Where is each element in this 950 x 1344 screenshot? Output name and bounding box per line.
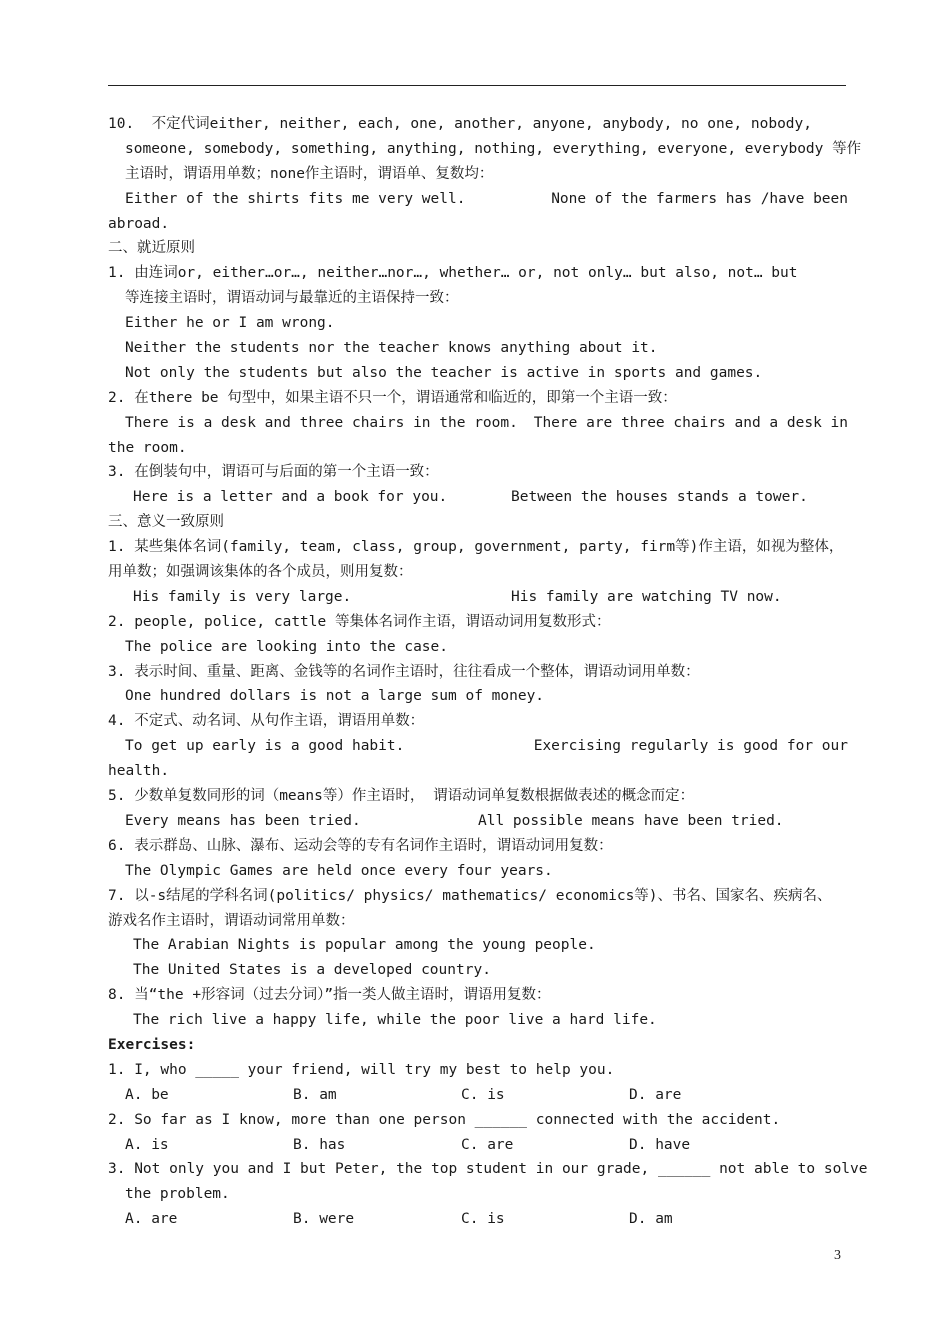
example-sentence: Neither the students nor the teacher knows anything about it. xyxy=(125,340,658,357)
example-sentence: His family is very large. xyxy=(133,588,352,605)
text-line: 游戏名作主语时，谓语动词常用单数： xyxy=(108,912,355,929)
text-line: the room. xyxy=(108,439,187,456)
example-sentence: Between the houses stands a tower. xyxy=(511,489,808,506)
page-number: 3 xyxy=(834,1248,841,1263)
option-c: C. is xyxy=(461,1211,505,1228)
document-body xyxy=(108,112,868,1232)
example-line xyxy=(108,187,848,212)
option-d: D. are xyxy=(629,1086,682,1103)
option-d: D. have xyxy=(629,1136,691,1153)
example-sentence: There are three chairs and a desk in xyxy=(533,414,848,431)
example-sentence: The police are looking into the case. xyxy=(125,638,449,655)
text-line: 用单数；如强调该集体的各个成员，则用复数： xyxy=(108,564,413,581)
option-b: B. has xyxy=(293,1136,346,1153)
example-sentence: None of the farmers has /have been xyxy=(551,190,848,207)
example-sentence: Every means has been tried. xyxy=(125,812,361,829)
example-sentence: His family are watching TV now. xyxy=(511,588,782,605)
text-line: someone, somebody, something, anything, nothing, everything, everyone, everybody 等作 xyxy=(125,140,862,157)
example-line xyxy=(108,411,848,436)
exercise-options xyxy=(108,1133,848,1158)
exercise-question: 3. Not only you and I but Peter, the top student in our grade, ______ not able to solve xyxy=(108,1161,868,1178)
option-d: D. am xyxy=(629,1211,673,1228)
text-line: 1. 由连词or, either…or…, neither…nor…, whether… or, not only… but also, not… but xyxy=(108,265,798,282)
example-sentence: Exercising regularly is good for our xyxy=(533,738,848,755)
example-sentence: Either he or I am wrong. xyxy=(125,315,335,332)
exercise-question: 1. I, who _____ your friend, will try my best to help you. xyxy=(108,1061,615,1078)
exercise-options xyxy=(108,1207,848,1232)
text-line: 2. 在there be 句型中，如果主语不只一个，谓语通常和临近的，即第一个主语一致： xyxy=(108,389,677,406)
example-sentence: Here is a letter and a book for you. xyxy=(133,489,448,506)
example-line xyxy=(108,734,848,759)
example-sentence: The Arabian Nights is popular among the young people. xyxy=(133,937,596,954)
option-c: C. are xyxy=(461,1136,514,1153)
text-line: 6. 表示群岛、山脉、瀑布、运动会等的专有名词作主语时，谓语动词用复数： xyxy=(108,837,613,854)
text-line: health. xyxy=(108,763,170,780)
text-line: 4. 不定式、动名词、从句作主语，谓语用单数： xyxy=(108,713,425,730)
text-line: 5. 少数单复数同形的词（means等）作主语时， 谓语动词单复数根据做表述的概念而定： xyxy=(108,788,695,805)
text-line: 2. people, police, cattle 等集体名词作主语，谓语动词用复数形式： xyxy=(108,613,611,630)
example-sentence: Either of the shirts fits me very well. xyxy=(125,190,466,207)
exercise-question: 2. So far as I know, more than one person ______ connected with the accident. xyxy=(108,1111,781,1128)
example-sentence: One hundred dollars is not a large sum of money. xyxy=(125,688,545,705)
exercises-heading: Exercises: xyxy=(108,1036,196,1053)
option-b: B. am xyxy=(293,1086,337,1103)
text-line: 等连接主语时，谓语动词与最靠近的主语保持一致： xyxy=(125,290,459,307)
example-sentence: The United States is a developed country. xyxy=(133,962,491,979)
text-line: 7. 以-s结尾的学科名词(politics/ physics/ mathematics/ economics等)、书名、国家名、疾病名、 xyxy=(108,887,832,904)
section-heading: 二、就近原则 xyxy=(108,240,195,257)
example-line xyxy=(108,809,848,834)
text-line: 10. 不定代词either, neither, each, one, another, anyone, anybody, no one, nobody, xyxy=(108,116,813,132)
text-line: 3. 在倒装句中，谓语可与后面的第一个主语一致： xyxy=(108,464,439,481)
text-line: 8. 当“the +形容词（过去分词）”指一类人做主语时，谓语用复数： xyxy=(108,987,551,1004)
text-line: abroad. xyxy=(108,215,170,232)
exercise-options xyxy=(108,1083,848,1108)
option-a: A. are xyxy=(125,1211,178,1228)
example-line xyxy=(108,585,848,610)
example-sentence: Not only the students but also the teacher is active in sports and games. xyxy=(125,364,763,381)
example-sentence: To get up early is a good habit. xyxy=(125,738,405,755)
exercise-question-continuation: the problem. xyxy=(125,1186,230,1203)
section-heading: 三、意义一致原则 xyxy=(108,514,224,531)
example-line xyxy=(108,485,848,510)
example-sentence: The Olympic Games are held once every four years. xyxy=(125,862,553,879)
text-line: 3. 表示时间、重量、距离、金钱等的名词作主语时，往往看成一个整体，谓语动词用单数： xyxy=(108,663,700,680)
option-a: A. is xyxy=(125,1136,169,1153)
header-rule xyxy=(108,85,846,86)
text-line: 主语时，谓语用单数；none作主语时，谓语单、复数均： xyxy=(125,165,494,182)
example-sentence: The rich live a happy life, while the poor live a hard life. xyxy=(133,1012,657,1029)
option-c: C. is xyxy=(461,1086,505,1103)
example-sentence: All possible means have been tried. xyxy=(478,812,784,829)
option-a: A. be xyxy=(125,1086,169,1103)
text-line: 1. 某些集体名词(family, team, class, group, government, party, firm等)作主语，如视为整体， xyxy=(108,539,844,556)
example-sentence: There is a desk and three chairs in the room. xyxy=(125,414,518,431)
option-b: B. were xyxy=(293,1211,355,1228)
